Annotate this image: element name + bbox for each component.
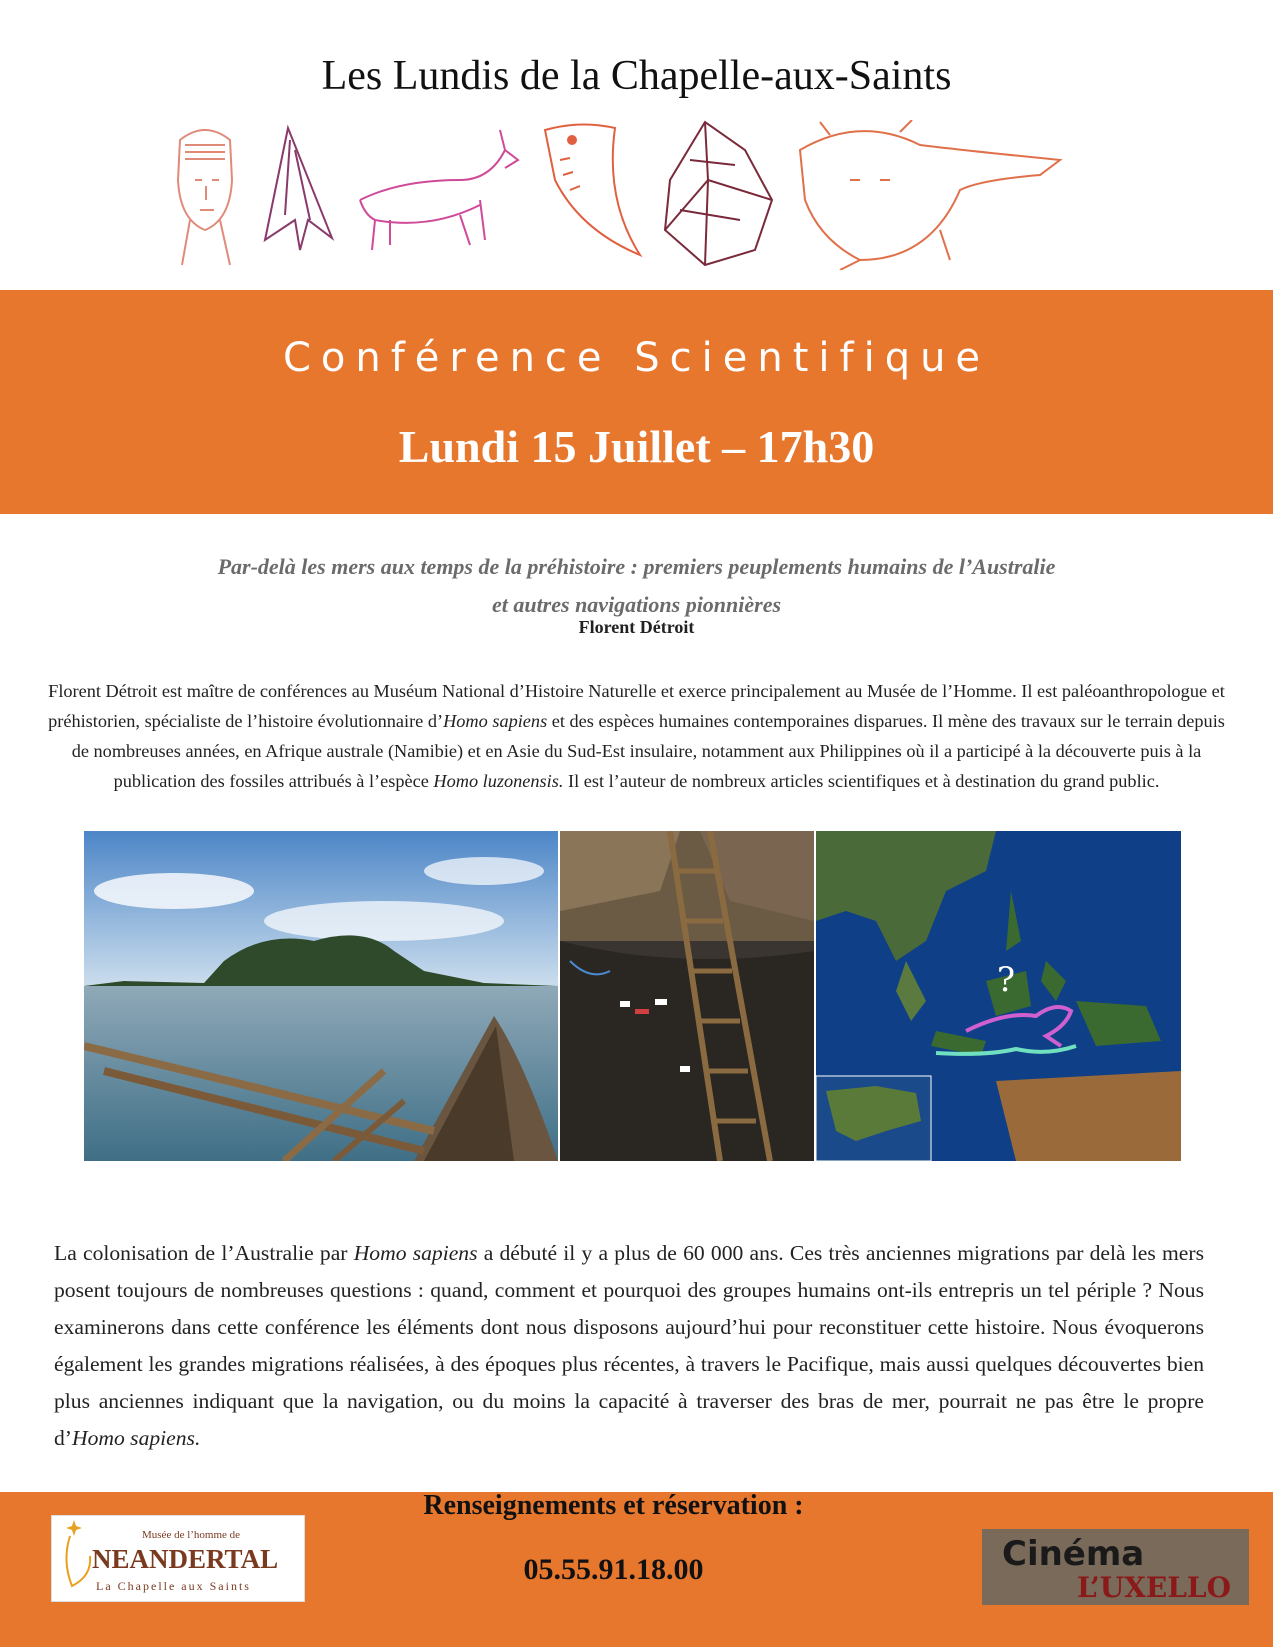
speaker-name: Florent Détroit — [578, 617, 695, 637]
photo-excavation — [560, 831, 814, 1161]
southeast-asia-map — [816, 831, 1181, 1161]
cinema-luxello-logo — [982, 1529, 1249, 1605]
biface-drawing — [665, 122, 772, 265]
venus-figurine-drawing — [178, 130, 232, 265]
summary-text-2: a débuté il y a plus de 60 000 ans. Ces très anciennes migrations par delà les mers posent toujours de nombreuses questions : quand, comment et pourquoi des groupes humains ont-ils entrepris un tel périple ? Nous examinerons dans cette conférence les éléments dont nous disposons aujourd’hui pour reconstituer cette histoire. Nous évoquerons également les grandes migrations réalisées, à des époques plus récentes, à travers le Pacifique, mais aussi quelques découvertes bien plus anciennes indiquant que la navigation, ou du moins la capacité à traverser des bras de mer, pourrait ne pas être le propre d’ — [54, 1241, 1204, 1450]
museum-logo-line-2: NEANDERTAL — [92, 1544, 279, 1574]
museum-logo-line-3: La Chapelle aux Saints — [96, 1579, 251, 1593]
cinema-logo-line-1: Cinéma — [1002, 1534, 1145, 1574]
conference-label: Conférence Scientifique — [282, 335, 991, 381]
talk-title — [100, 548, 1173, 624]
arrowhead-drawing — [265, 128, 332, 250]
bio-em-2: Homo luzonensis. — [433, 771, 564, 791]
bio-em-1: Homo sapiens — [443, 711, 548, 731]
excavation-image — [560, 831, 814, 1161]
bio-text-2: et des espèces humaines contemporaines disparues. Il mène des travaux sur le terrain depuis de nombreuses années, en Afrique australe (Namibie) et en Asie du Sud-Est insulaire, notamment aux Philippines où il a participé à la découverte puis à la publication des fossiles attribués à l’espèce — [71, 711, 1225, 791]
talk-title-line-2: et autres navigations pionnières — [491, 592, 782, 617]
island-boat-image — [84, 831, 558, 1161]
phone-number[interactable]: 05.55.91.18.00 — [523, 1553, 704, 1586]
talk-title-line-1: Par-delà les mers aux temps de la préhistoire : premiers peuplements humains de l’Australie — [217, 554, 1056, 579]
summary-text-1: La colonisation de l’Australie par — [54, 1241, 354, 1265]
header-band — [0, 290, 1273, 514]
speaker-bio — [40, 676, 1233, 796]
prehistoric-drawings — [160, 120, 1120, 270]
series-title: Les Lundis de la Chapelle-aux-Saints — [321, 53, 952, 99]
conference-summary — [54, 1235, 1204, 1457]
photo-strip — [84, 831, 1181, 1161]
map-question-mark: ? — [996, 960, 1016, 1000]
summary-em-1: Homo sapiens — [353, 1241, 478, 1265]
bio-text-1: Florent Détroit est maître de conférences au Muséum National d’Histoire Naturelle et exerce principalement au Musée de l’Homme. Il est paléoanthropologue et préhistorien, spécialiste de l’histoire évolutionnaire d’ — [48, 681, 1225, 731]
photo-island-boat — [84, 831, 558, 1161]
event-date: Lundi 15 Juillet – 17h30 — [398, 421, 875, 472]
carved-tooth-drawing — [545, 124, 640, 255]
bison-drawing — [800, 120, 1060, 270]
info-label: Renseignements et réservation : — [423, 1490, 804, 1521]
bio-text-3: Il est l’auteur de nombreux articles scientifiques et à destination du grand public. — [563, 771, 1160, 791]
ibex-drawing — [360, 130, 518, 250]
neandertal-museum-logo — [51, 1515, 305, 1602]
museum-logo-line-1: Musée de l’homme de — [142, 1529, 241, 1541]
cinema-logo-line-2: L’UXELLO — [1077, 1571, 1231, 1604]
photo-map — [816, 831, 1181, 1161]
summary-em-2: Homo sapiens. — [72, 1426, 201, 1450]
